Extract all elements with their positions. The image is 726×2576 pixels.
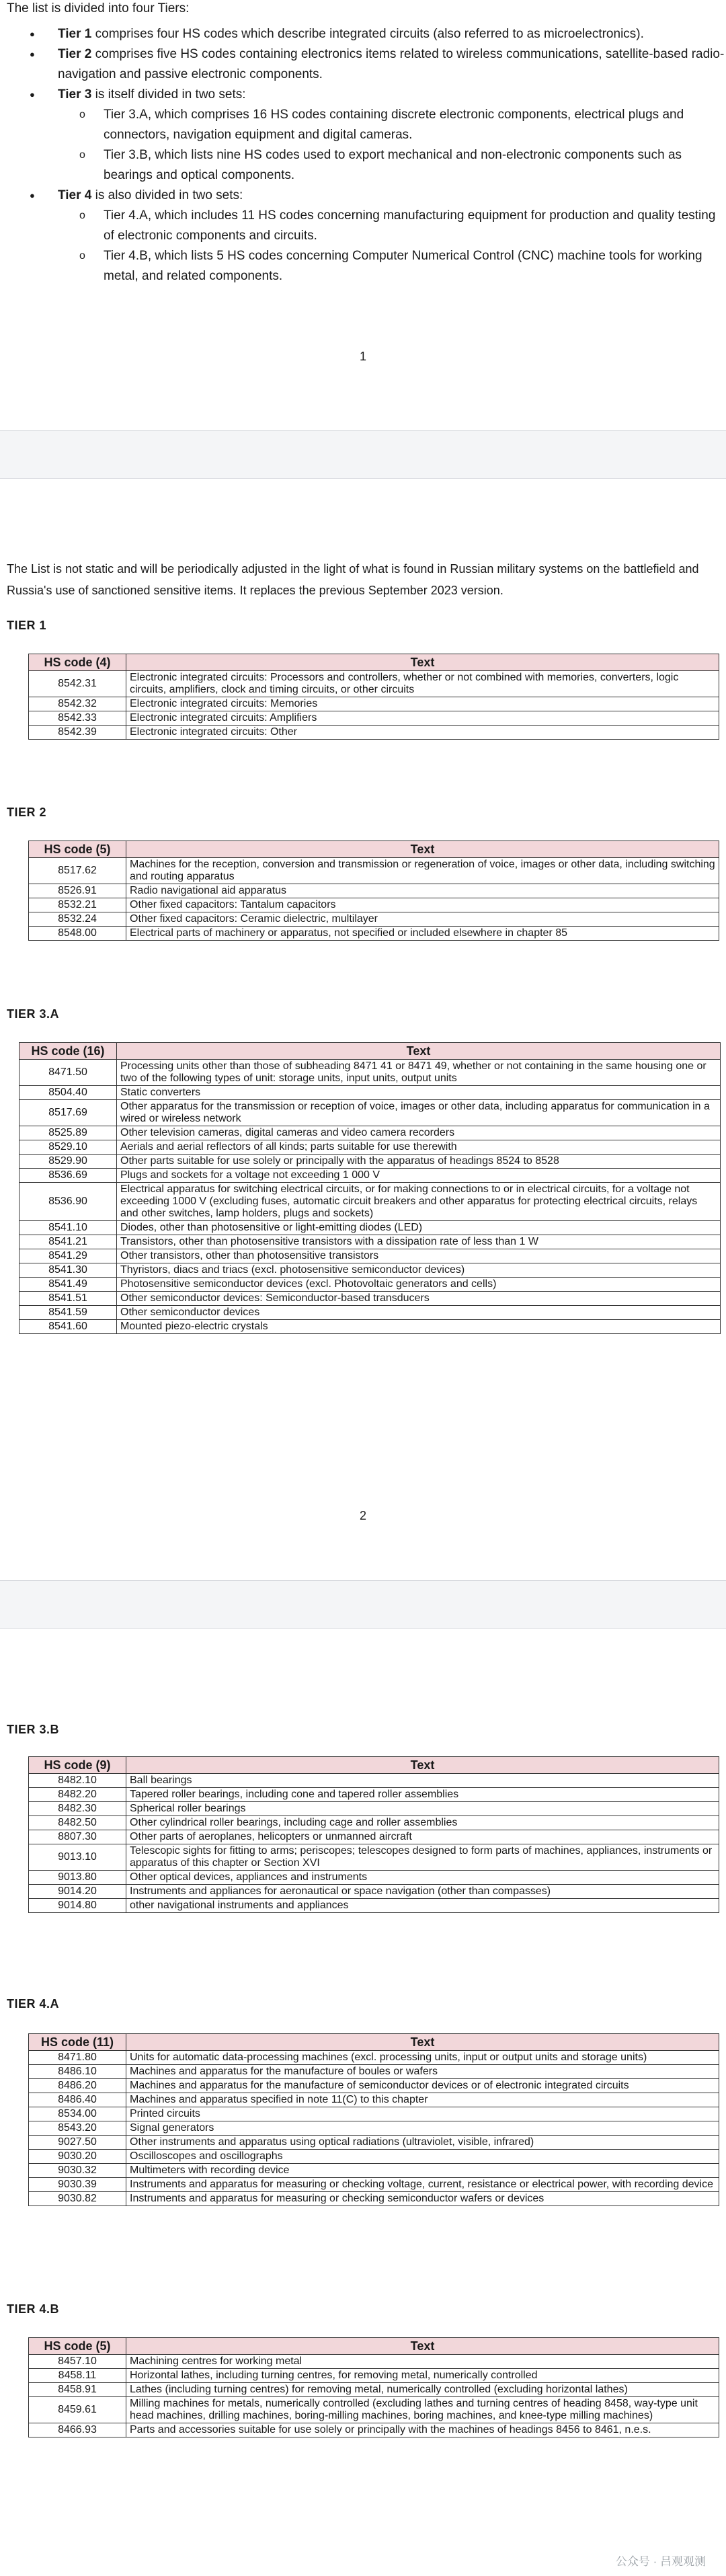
table-row bbox=[29, 1816, 719, 1830]
description-cell: Electrical apparatus for switching electrical circuits, or for making connections to or in electrical circuits, for a voltage not exceeding 1000 V (excluding fuses, automatic circuit breakers and other apparatus for protecting electrical circuits, relays and other switches, lamp holders, plugs and sockets) bbox=[117, 1183, 721, 1221]
hs-code-cell: 9030.32 bbox=[29, 2164, 126, 2178]
table-row bbox=[29, 2121, 719, 2136]
hs-code-cell: 8542.39 bbox=[29, 726, 126, 740]
tier-2-table bbox=[28, 841, 719, 941]
table-row bbox=[29, 1830, 719, 1844]
description-cell: Other semiconductor devices bbox=[117, 1306, 721, 1320]
description-cell: Other instruments and apparatus using optical radiations (ultraviolet, visible, infrared) bbox=[126, 2136, 719, 2150]
description-cell: Electronic integrated circuits: Other bbox=[126, 726, 719, 740]
document-page-1 bbox=[0, 0, 726, 430]
page-separator bbox=[0, 1580, 726, 1629]
description-cell: Mounted piezo-electric crystals bbox=[117, 1320, 721, 1334]
table-row bbox=[19, 1100, 721, 1126]
hs-code-cell: 8541.59 bbox=[19, 1306, 117, 1320]
tier-3-subsets bbox=[58, 105, 726, 186]
hs-code-cell: 8486.20 bbox=[29, 2079, 126, 2093]
page-separator bbox=[0, 430, 726, 479]
tier-3b-heading: TIER 3.B bbox=[7, 1723, 60, 1736]
description-cell: Photosensitive semiconductor devices (excl. Photovoltaic generators and cells) bbox=[117, 1278, 721, 1292]
hs-code-cell: 8541.30 bbox=[19, 1263, 117, 1278]
description-cell: Horizontal lathes, including turning centres, for removing metal, numerically controlled bbox=[126, 2369, 719, 2383]
description-cell: Instruments and apparatus for measuring or checking voltage, current, resistance or electrical power, with recording device bbox=[126, 2178, 719, 2192]
text-column-header: Text bbox=[126, 2338, 719, 2355]
table-header-row bbox=[29, 654, 719, 671]
tier-description: comprises four HS codes which describe integrated circuits (also referred to as microelectronics). bbox=[91, 27, 644, 41]
tier-item-1 bbox=[27, 24, 726, 44]
description-cell: other navigational instruments and appliances bbox=[126, 1899, 719, 1913]
description-cell: Electronic integrated circuits: Memories bbox=[126, 697, 719, 711]
description-cell: Parts and accessories suitable for use solely or principally with the machines of headings 8456 to 8461, n.e.s. bbox=[126, 2423, 719, 2437]
code-column-header: HS code (16) bbox=[19, 1043, 117, 1060]
table-header-row bbox=[29, 841, 719, 858]
table-row bbox=[29, 2192, 719, 2206]
hs-code-cell: 8457.10 bbox=[29, 2355, 126, 2369]
hs-code-cell: 8542.33 bbox=[29, 711, 126, 726]
description-cell: Other parts suitable for use solely or principally with the apparatus of headings 8524 to 8528 bbox=[117, 1155, 721, 1169]
hs-code-cell: 9013.80 bbox=[29, 1871, 126, 1885]
table-row bbox=[29, 697, 719, 711]
table-row bbox=[19, 1140, 721, 1155]
table-row bbox=[29, 2383, 719, 2397]
tier-4a-heading: TIER 4.A bbox=[7, 1997, 60, 2011]
hs-code-cell: 9014.80 bbox=[29, 1899, 126, 1913]
tier-item-2 bbox=[27, 44, 726, 85]
table-row bbox=[29, 2178, 719, 2192]
tier-1-table bbox=[28, 654, 719, 740]
tier-3a-table bbox=[19, 1042, 721, 1334]
hs-code-cell: 8541.21 bbox=[19, 1235, 117, 1249]
table-row bbox=[29, 2150, 719, 2164]
description-cell: Other optical devices, appliances and instruments bbox=[126, 1871, 719, 1885]
hs-code-cell: 8517.69 bbox=[19, 1100, 117, 1126]
hs-code-cell: 8482.20 bbox=[29, 1788, 126, 1802]
hs-code-cell: 8548.00 bbox=[29, 927, 126, 941]
table-row bbox=[29, 1774, 719, 1788]
description-cell: Tapered roller bearings, including cone and tapered roller assemblies bbox=[126, 1788, 719, 1802]
description-cell: Machines and apparatus for the manufacture of boules or wafers bbox=[126, 2065, 719, 2079]
description-cell: Other semiconductor devices: Semiconductor-based transducers bbox=[117, 1292, 721, 1306]
tier-4b-heading: TIER 4.B bbox=[7, 2302, 60, 2316]
hs-code-cell: 8459.61 bbox=[29, 2397, 126, 2423]
table-row bbox=[29, 2093, 719, 2107]
description-cell: Printed circuits bbox=[126, 2107, 719, 2121]
table-row bbox=[19, 1306, 721, 1320]
description-cell: Telescopic sights for fitting to arms; periscopes; telescopes designed to form parts of machines, appliances, instruments or apparatus of this chapter or Section XVI bbox=[126, 1844, 719, 1871]
table-row bbox=[29, 1844, 719, 1871]
watermark-text: 公众号 · 吕观观测 bbox=[615, 2555, 706, 2568]
page-number: 1 bbox=[359, 350, 366, 363]
table-row bbox=[19, 1221, 721, 1235]
document-page-2 bbox=[0, 479, 726, 1582]
code-column-header: HS code (5) bbox=[29, 841, 126, 858]
hs-code-cell: 8471.50 bbox=[19, 1060, 117, 1086]
table-row bbox=[19, 1320, 721, 1334]
table-row bbox=[29, 726, 719, 740]
description-cell: Radio navigational aid apparatus bbox=[126, 884, 719, 898]
description-cell: Aerials and aerial reflectors of all kinds; parts suitable for use therewith bbox=[117, 1140, 721, 1155]
hs-code-cell: 8532.21 bbox=[29, 898, 126, 912]
description-cell: Other television cameras, digital cameras and video camera recorders bbox=[117, 1126, 721, 1140]
hs-code-cell: 9027.50 bbox=[29, 2136, 126, 2150]
table-row bbox=[19, 1155, 721, 1169]
hs-code-cell: 9030.39 bbox=[29, 2178, 126, 2192]
table-row bbox=[29, 2136, 719, 2150]
description-cell: Milling machines for metals, numerically controlled (excluding lathes and turning centres of heading 8458, way-type unit head machines, drilling machines, boring-milling machines, boring machines, and knee-type milling machines) bbox=[126, 2397, 719, 2423]
description-cell: Electrical parts of machinery or apparatus, not specified or included elsewhere in chapter 85 bbox=[126, 927, 719, 941]
tier-item-4 bbox=[27, 186, 726, 286]
description-cell: Processing units other than those of subheading 8471 41 or 8471 49, whether or not containing in the same housing one or two of the following types of unit: storage units, input units, output units bbox=[117, 1060, 721, 1086]
table-header-row bbox=[29, 2034, 719, 2051]
description-cell: Other fixed capacitors: Ceramic dielectric, multilayer bbox=[126, 912, 719, 927]
tier-label: Tier 4 bbox=[58, 188, 92, 202]
hs-code-cell: 8541.49 bbox=[19, 1278, 117, 1292]
text-column-header: Text bbox=[126, 841, 719, 858]
table-row bbox=[29, 671, 719, 697]
table-row bbox=[19, 1126, 721, 1140]
hs-code-cell: 8482.30 bbox=[29, 1802, 126, 1816]
sub-item-3b: o Tier 3.B, which lists nine HS codes used to export mechanical and non-electronic components such as bearings and optical components. bbox=[58, 145, 726, 186]
hs-code-cell: 8541.10 bbox=[19, 1221, 117, 1235]
table-row bbox=[29, 898, 719, 912]
table-row bbox=[29, 2397, 719, 2423]
text-column-header: Text bbox=[126, 1757, 719, 1774]
tier-4-subsets bbox=[58, 206, 726, 286]
description-cell: Machining centres for working metal bbox=[126, 2355, 719, 2369]
hs-code-cell: 8529.90 bbox=[19, 1155, 117, 1169]
tier-label: Tier 3 bbox=[58, 87, 92, 102]
hs-code-cell: 8542.32 bbox=[29, 697, 126, 711]
table-row bbox=[19, 1183, 721, 1221]
table-row bbox=[29, 2355, 719, 2369]
hs-code-cell: 8466.93 bbox=[29, 2423, 126, 2437]
description-cell: Plugs and sockets for a voltage not exceeding 1 000 V bbox=[117, 1169, 721, 1183]
description-cell: Electronic integrated circuits: Amplifiers bbox=[126, 711, 719, 726]
tier-label: Tier 1 bbox=[58, 27, 92, 41]
text-column-header: Text bbox=[126, 2034, 719, 2051]
table-row bbox=[19, 1235, 721, 1249]
tier-description: is itself divided in two sets: bbox=[91, 87, 246, 102]
description-cell: Instruments and appliances for aeronautical or space navigation (other than compasses) bbox=[126, 1885, 719, 1899]
tier-description: is also divided in two sets: bbox=[91, 188, 243, 202]
table-row bbox=[29, 2423, 719, 2437]
hs-code-cell: 8482.10 bbox=[29, 1774, 126, 1788]
hs-code-cell: 8541.51 bbox=[19, 1292, 117, 1306]
description-cell: Instruments and apparatus for measuring or checking semiconductor wafers or devices bbox=[126, 2192, 719, 2206]
hs-code-cell: 8542.31 bbox=[29, 671, 126, 697]
hs-code-cell: 8536.90 bbox=[19, 1183, 117, 1221]
description-cell: Signal generators bbox=[126, 2121, 719, 2136]
table-row bbox=[29, 1885, 719, 1899]
text-column-header: Text bbox=[126, 654, 719, 671]
table-row bbox=[19, 1249, 721, 1263]
description-cell: Other cylindrical roller bearings, including cage and roller assemblies bbox=[126, 1816, 719, 1830]
sub-item-4b: o Tier 4.B, which lists 5 HS codes concerning Computer Numerical Control (CNC) machine tools for working metal, and related components. bbox=[58, 246, 726, 286]
hs-code-cell: 8471.80 bbox=[29, 2051, 126, 2065]
description-cell: Diodes, other than photosensitive or light-emitting diodes (LED) bbox=[117, 1221, 721, 1235]
tier-4b-table bbox=[28, 2337, 719, 2437]
hs-code-cell: 8486.40 bbox=[29, 2093, 126, 2107]
document-page-3 bbox=[0, 1629, 726, 2576]
description-cell: Static converters bbox=[117, 1086, 721, 1100]
table-row bbox=[29, 2369, 719, 2383]
hs-code-cell: 9030.20 bbox=[29, 2150, 126, 2164]
table-row bbox=[29, 1802, 719, 1816]
description-cell: Electronic integrated circuits: Processors and controllers, whether or not combined with memories, converters, logic circuits, amplifiers, clock and timing circuits, or other circuits bbox=[126, 671, 719, 697]
description-cell: Thyristors, diacs and triacs (excl. photosensitive semiconductor devices) bbox=[117, 1263, 721, 1278]
table-row bbox=[19, 1278, 721, 1292]
table-row bbox=[29, 711, 719, 726]
description-cell: Other apparatus for the transmission or reception of voice, images or other data, including apparatus for communication in a wired or wireless network bbox=[117, 1100, 721, 1126]
hs-code-cell: 8529.10 bbox=[19, 1140, 117, 1155]
description-cell: Transistors, other than photosensitive transistors with a dissipation rate of less than 1 W bbox=[117, 1235, 721, 1249]
table-row bbox=[29, 1899, 719, 1913]
tier-2-heading: TIER 2 bbox=[7, 806, 47, 819]
description-cell: Units for automatic data-processing machines (excl. processing units, input or output units and storage units) bbox=[126, 2051, 719, 2065]
tier-item-3 bbox=[27, 85, 726, 186]
table-row bbox=[19, 1060, 721, 1086]
hs-code-cell: 8504.40 bbox=[19, 1086, 117, 1100]
hs-code-cell: 8534.00 bbox=[29, 2107, 126, 2121]
sub-item-4a: o Tier 4.A, which includes 11 HS codes concerning manufacturing equipment for production and quality testing of electronic components and circuits. bbox=[58, 206, 726, 246]
table-row bbox=[29, 2065, 719, 2079]
description-cell: Other fixed capacitors: Tantalum capacitors bbox=[126, 898, 719, 912]
hs-code-cell: 9013.10 bbox=[29, 1844, 126, 1871]
tier-list bbox=[27, 24, 726, 286]
hs-code-cell: 8526.91 bbox=[29, 884, 126, 898]
tier-3b-table bbox=[28, 1756, 719, 1913]
table-header-row bbox=[29, 1757, 719, 1774]
code-column-header: HS code (9) bbox=[29, 1757, 126, 1774]
page-number: 2 bbox=[359, 1509, 366, 1522]
table-row bbox=[29, 2079, 719, 2093]
table-row bbox=[19, 1263, 721, 1278]
table-row bbox=[29, 1788, 719, 1802]
table-row bbox=[29, 2107, 719, 2121]
description-cell: Ball bearings bbox=[126, 1774, 719, 1788]
hs-code-cell: 8525.89 bbox=[19, 1126, 117, 1140]
hs-code-cell: 9014.20 bbox=[29, 1885, 126, 1899]
tier-1-heading: TIER 1 bbox=[7, 619, 47, 632]
description-cell: Machines and apparatus specified in note 11(C) to this chapter bbox=[126, 2093, 719, 2107]
description-cell: Oscilloscopes and oscillographs bbox=[126, 2150, 719, 2164]
table-row bbox=[19, 1292, 721, 1306]
hs-code-cell: 8486.10 bbox=[29, 2065, 126, 2079]
hs-code-cell: 8517.62 bbox=[29, 858, 126, 884]
description-cell: Machines for the reception, conversion and transmission or regeneration of voice, images or other data, including switching and routing apparatus bbox=[126, 858, 719, 884]
table-header-row bbox=[19, 1043, 721, 1060]
table-header-row bbox=[29, 2338, 719, 2355]
hs-code-cell: 8541.29 bbox=[19, 1249, 117, 1263]
table-row bbox=[29, 858, 719, 884]
hs-code-cell: 8543.20 bbox=[29, 2121, 126, 2136]
table-row bbox=[29, 1871, 719, 1885]
code-column-header: HS code (5) bbox=[29, 2338, 126, 2355]
hs-code-cell: 9030.82 bbox=[29, 2192, 126, 2206]
tier-4a-table bbox=[28, 2033, 719, 2206]
hs-code-cell: 8536.69 bbox=[19, 1169, 117, 1183]
tier-3a-heading: TIER 3.A bbox=[7, 1007, 60, 1021]
description-cell: Other transistors, other than photosensitive transistors bbox=[117, 1249, 721, 1263]
hs-code-cell: 8458.91 bbox=[29, 2383, 126, 2397]
sub-item-3a: o Tier 3.A, which comprises 16 HS codes containing discrete electronic components, electrical plugs and connectors, navigation equipment and digital cameras. bbox=[58, 105, 726, 145]
hs-code-cell: 8482.50 bbox=[29, 1816, 126, 1830]
hs-code-cell: 8458.11 bbox=[29, 2369, 126, 2383]
list-intro-paragraph: The List is not static and will be periodically adjusted in the light of what is found in Russian military systems on the battlefield and Russia's use of sanctioned sensitive items. It replaces the previous September 2023 version. bbox=[7, 562, 699, 597]
hs-code-cell: 8541.60 bbox=[19, 1320, 117, 1334]
description-cell: Machines and apparatus for the manufacture of semiconductor devices or of electronic integrated circuits bbox=[126, 2079, 719, 2093]
table-row bbox=[29, 2051, 719, 2065]
description-cell: Spherical roller bearings bbox=[126, 1802, 719, 1816]
table-row bbox=[29, 884, 719, 898]
hs-code-cell: 8532.24 bbox=[29, 912, 126, 927]
code-column-header: HS code (11) bbox=[29, 2034, 126, 2051]
tier-label: Tier 2 bbox=[58, 47, 92, 61]
hs-code-cell: 8807.30 bbox=[29, 1830, 126, 1844]
table-row bbox=[19, 1169, 721, 1183]
description-cell: Lathes (including turning centres) for removing metal, numerically controlled (excluding horizontal lathes) bbox=[126, 2383, 719, 2397]
code-column-header: HS code (4) bbox=[29, 654, 126, 671]
text-column-header: Text bbox=[117, 1043, 721, 1060]
description-cell: Multimeters with recording device bbox=[126, 2164, 719, 2178]
description-cell: Other parts of aeroplanes, helicopters or unmanned aircraft bbox=[126, 1830, 719, 1844]
table-row bbox=[29, 927, 719, 941]
table-row bbox=[29, 912, 719, 927]
table-row bbox=[19, 1086, 721, 1100]
tier-description: comprises five HS codes containing electronics items related to wireless communications, satellite-based radio-navigation and passive electronic components. bbox=[58, 47, 725, 81]
intro-text: The list is divided into four Tiers: bbox=[7, 1, 190, 15]
table-row bbox=[29, 2164, 719, 2178]
